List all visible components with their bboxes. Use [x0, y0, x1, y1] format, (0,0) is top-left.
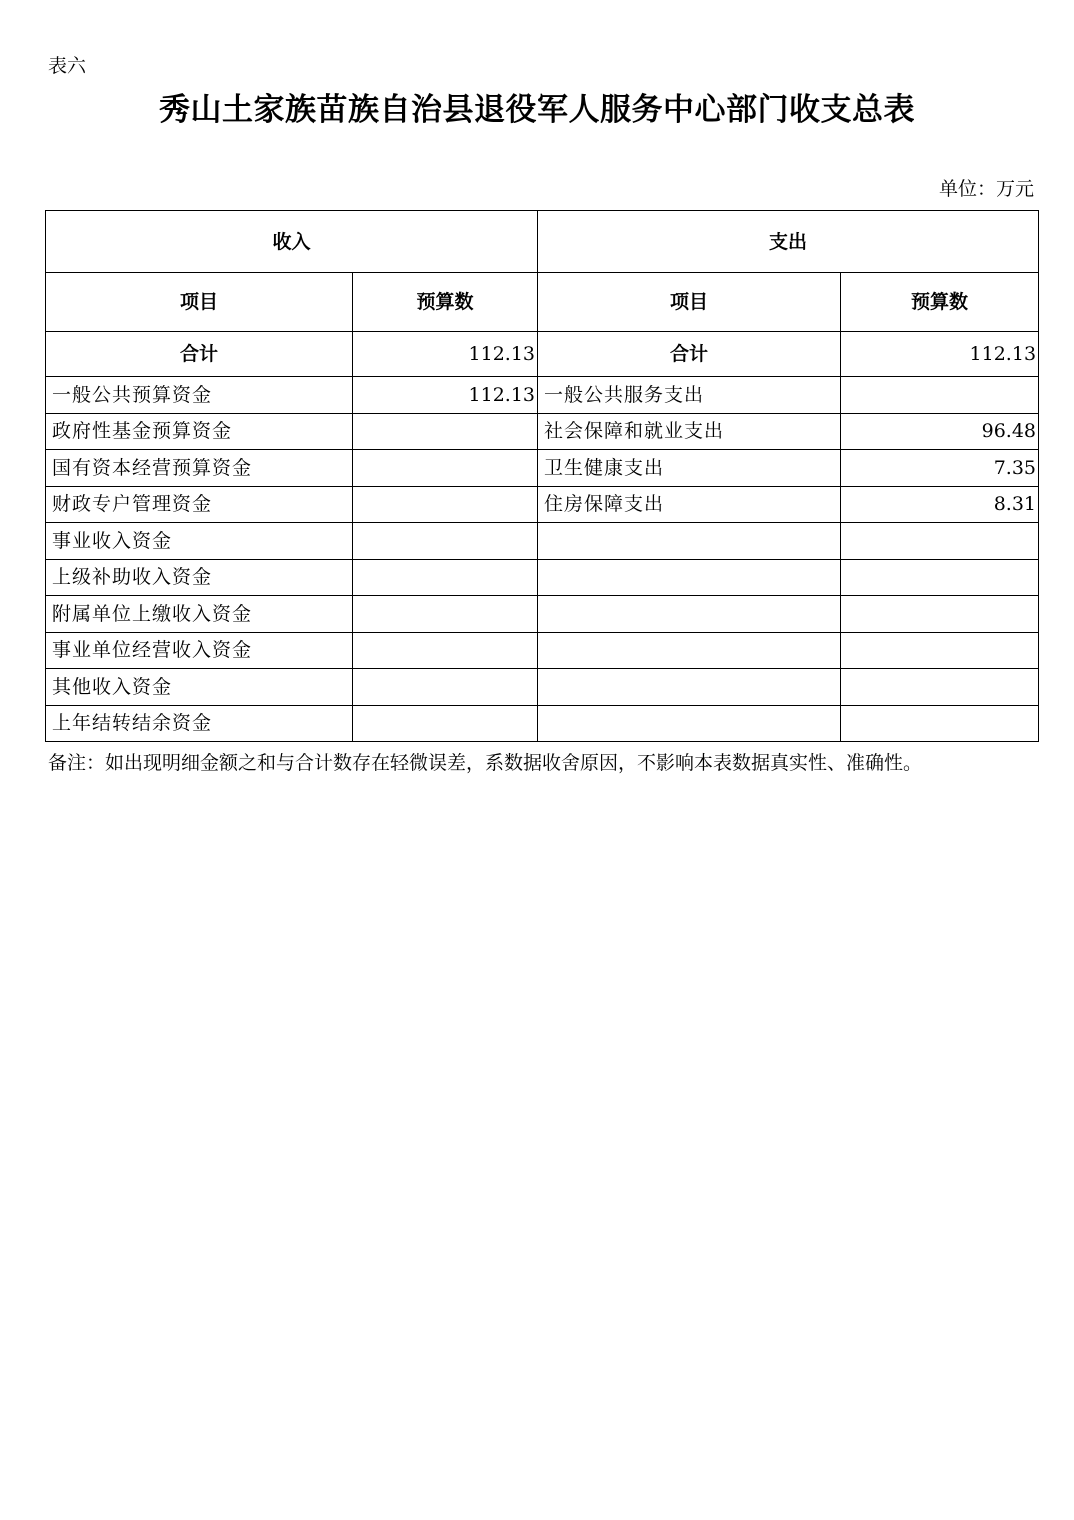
expense-item-cell [538, 705, 841, 742]
table-row [46, 596, 1039, 633]
expense-value-cell [841, 669, 1039, 706]
column-header-row [46, 273, 1039, 332]
expense-item-cell [538, 669, 841, 706]
income-value-cell [353, 486, 538, 523]
expense-item-cell: 住房保障支出 [538, 486, 841, 523]
expense-value-cell [841, 596, 1039, 633]
income-total-label: 合计 [46, 332, 353, 377]
expense-value-cell: 8.31 [841, 486, 1039, 523]
expense-item-cell [538, 596, 841, 633]
budget-table [45, 210, 1039, 742]
page-title: 秀山土家族苗族自治县退役军人服务中心部门收支总表 [159, 92, 915, 128]
expense-value-cell [841, 705, 1039, 742]
table-row [46, 377, 1039, 414]
income-budget-header: 预算数 [353, 273, 538, 332]
income-item-cell: 附属单位上缴收入资金 [46, 596, 353, 633]
income-section-header: 收入 [46, 211, 538, 273]
section-header-row [46, 211, 1039, 273]
income-value-cell [353, 632, 538, 669]
expense-value-cell [841, 559, 1039, 596]
expense-item-cell: 社会保障和就业支出 [538, 413, 841, 450]
unit-label: 单位：万元 [938, 178, 1034, 200]
table-row [46, 632, 1039, 669]
income-value-cell [353, 596, 538, 633]
income-item-cell: 事业收入资金 [46, 523, 353, 560]
income-value-cell: 112.13 [353, 377, 538, 414]
income-item-cell: 其他收入资金 [46, 669, 353, 706]
table-row [46, 486, 1039, 523]
income-value-cell [353, 450, 538, 487]
expense-item-cell [538, 523, 841, 560]
income-item-cell: 国有资本经营预算资金 [46, 450, 353, 487]
expense-item-cell: 卫生健康支出 [538, 450, 841, 487]
table-row [46, 705, 1039, 742]
table-row [46, 450, 1039, 487]
table-row [46, 669, 1039, 706]
income-value-cell [353, 523, 538, 560]
income-item-cell: 财政专户管理资金 [46, 486, 353, 523]
expense-value-cell [841, 523, 1039, 560]
income-value-cell [353, 559, 538, 596]
income-item-cell: 政府性基金预算资金 [46, 413, 353, 450]
table-row [46, 413, 1039, 450]
expense-total-value: 112.13 [841, 332, 1039, 377]
footnote: 备注：如出现明细金额之和与合计数存在轻微误差，系数据收舍原因，不影响本表数据真实性、准确性。 [48, 752, 923, 774]
income-item-cell: 上级补助收入资金 [46, 559, 353, 596]
expense-value-cell: 96.48 [841, 413, 1039, 450]
expense-budget-header: 预算数 [841, 273, 1039, 332]
income-item-header: 项目 [46, 273, 353, 332]
income-item-cell: 上年结转结余资金 [46, 705, 353, 742]
income-value-cell [353, 669, 538, 706]
total-row [46, 332, 1039, 377]
income-item-cell: 一般公共预算资金 [46, 377, 353, 414]
expense-total-label: 合计 [538, 332, 841, 377]
expense-item-cell: 一般公共服务支出 [538, 377, 841, 414]
expense-section-header: 支出 [538, 211, 1039, 273]
expense-value-cell: 7.35 [841, 450, 1039, 487]
expense-item-header: 项目 [538, 273, 841, 332]
income-item-cell: 事业单位经营收入资金 [46, 632, 353, 669]
expense-value-cell [841, 632, 1039, 669]
income-value-cell [353, 413, 538, 450]
income-value-cell [353, 705, 538, 742]
expense-item-cell [538, 559, 841, 596]
expense-item-cell [538, 632, 841, 669]
expense-value-cell [841, 377, 1039, 414]
table-number-label: 表六 [48, 55, 87, 77]
table-row [46, 523, 1039, 560]
income-total-value: 112.13 [353, 332, 538, 377]
table-row [46, 559, 1039, 596]
